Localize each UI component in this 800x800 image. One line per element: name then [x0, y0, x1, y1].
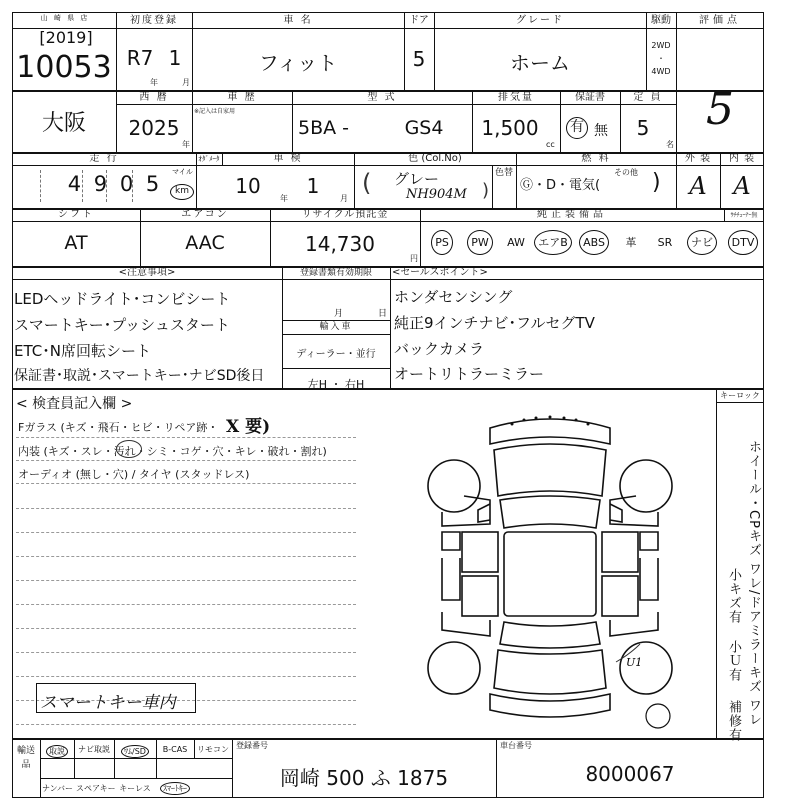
sales-point-3: バックカメラ — [394, 340, 485, 358]
recycle-label: リサイクル預託金 — [301, 209, 389, 220]
recycle-unit: 円 — [410, 254, 418, 263]
reg-docs-title: 登録書類有効期限 — [299, 268, 372, 278]
note-line-2: スマートキー･プッシュスタート — [14, 316, 230, 334]
side-note-1: ホイール・CPキズ ワレ/ドアミラーキズ ワレ — [746, 440, 761, 727]
model-year-label: 西 暦 — [139, 92, 169, 103]
score-label: 評価点 — [699, 15, 741, 26]
aircon-label: エアコン — [181, 209, 229, 220]
model-code: 5BA - — [298, 117, 350, 139]
score: 5 — [706, 84, 734, 135]
fuel-label: 燃 料 — [581, 153, 611, 164]
fuel-other: その他 — [614, 168, 638, 177]
equip-abs: ABS — [574, 229, 614, 257]
tuner-label: ｳﾁﾁｭｰﾅｰ無 — [730, 212, 758, 219]
sales-point-2: 純正9インチナビ･フルセグTV — [394, 314, 595, 332]
equip-aw: AW — [507, 236, 525, 249]
acc-remote: リモコン — [197, 745, 229, 754]
mileage-label: 走 行 — [89, 153, 119, 164]
acc-navi-manual: ナビ取説 — [78, 745, 110, 754]
side-note-3: 小Ｕ有 — [726, 640, 741, 682]
acc-spare-key: スペアキー — [76, 784, 116, 793]
year-label: [2019] — [39, 28, 93, 47]
displacement-label: 排気量 — [498, 92, 534, 103]
interior-grade: A — [733, 172, 751, 200]
inspection-label: 車 検 — [273, 153, 303, 164]
car-name-label: 車 名 — [283, 15, 313, 26]
reg-month: 月 — [334, 309, 344, 319]
displacement-unit: cc — [546, 140, 555, 149]
equipment-label: 純正装備品 — [537, 209, 607, 220]
note-line-1: LEDヘッドライト･コンビシート — [14, 290, 231, 308]
type-label: 型 式 — [367, 92, 397, 103]
office-label: 山 崎 県 店 — [40, 14, 90, 22]
equip-airbag: エアB — [534, 229, 572, 257]
doors-label: ドア — [409, 15, 429, 26]
grade: ホーム — [510, 51, 570, 75]
import-title: 輸入車 — [319, 322, 353, 332]
color-label: 色 (Col.No) — [408, 153, 462, 164]
model-type: GS4 — [404, 117, 444, 139]
car-name: フィット — [258, 51, 338, 75]
history-label: 車 歴 — [227, 92, 257, 103]
acc-smart-key: ｽﾏｰﾄｷｰ — [156, 782, 194, 795]
exterior-grade: A — [689, 172, 707, 200]
inspector-line-1-mark: X 要) — [226, 417, 271, 437]
inspector-line-2: 内装 (キズ・スレ・汚れ・シミ・コゲ・穴・キレ・破れ・割れ) — [18, 445, 327, 458]
equip-sunroof: SR — [657, 236, 673, 249]
first-reg-era: R7 — [126, 46, 154, 70]
equip-pw: PW — [462, 229, 498, 257]
drive-label: 駆動 — [651, 15, 671, 26]
mileage-unit-mile: マイル — [172, 168, 193, 176]
plate-label: 登録番号 — [236, 741, 268, 750]
warranty-yes: 有 — [566, 117, 588, 139]
equip-navi: ナビ — [684, 229, 720, 257]
inspection-year: 10 — [235, 174, 261, 198]
u1-mark: U1 — [626, 656, 643, 669]
warranty-label: 保証書 — [575, 92, 605, 103]
location: 大阪 — [41, 111, 86, 136]
mileage: 4 9 0 5 — [67, 172, 163, 196]
mileage-unit-km: km — [170, 184, 194, 200]
drive-2wd: 2WD — [651, 41, 671, 50]
accessories-label: 輸送品 — [16, 746, 35, 770]
year-unit: 年 — [280, 194, 288, 203]
first-reg-month: 1 — [168, 46, 182, 70]
doors: 5 — [412, 47, 426, 71]
car-diagram — [420, 400, 680, 738]
sales-point-4: オートリトラーミラー — [394, 365, 545, 383]
capacity-label: 定 員 — [633, 92, 663, 103]
color-code: NH904M — [406, 187, 467, 202]
aircon: AAC — [185, 232, 225, 254]
capacity: 5 — [636, 116, 650, 140]
color: グレー — [394, 170, 440, 188]
exterior-label: 外 装 — [684, 153, 712, 164]
lot-number: 10053 — [16, 50, 112, 85]
grade-label: グレード — [516, 15, 564, 26]
acc-bcas: B-CAS — [162, 745, 188, 754]
equip-ps: PS — [424, 229, 460, 257]
plate-number: 岡崎 500 ふ 1875 — [279, 766, 449, 790]
history-note: ※記入は自家用 — [194, 108, 236, 115]
notes-title: <注意事項> — [118, 267, 176, 278]
color-change-label: 色替 — [494, 168, 513, 178]
drive-4wd: 4WD — [651, 67, 671, 76]
note-line-4: 保証書･取説･スマートキー･ナビSD後日 — [14, 368, 265, 384]
inspection-month: 1 — [306, 174, 320, 198]
import-hand: 左H ・ 右H — [307, 378, 365, 391]
displacement: 1,500 — [481, 116, 539, 140]
acc-sd: ﾜﾑ/SD — [116, 745, 154, 758]
reg-day: 日 — [378, 309, 388, 319]
chassis-label: 車台番号 — [500, 741, 532, 750]
side-note-2: 小キズ有 — [726, 568, 741, 624]
month-unit: 月 — [340, 194, 348, 203]
handwritten-note: スマートキー車内 — [40, 693, 176, 713]
inspector-line-3: オーディオ (無し・穴) / タイヤ (スタッドレス) — [18, 468, 250, 481]
chassis-number: 8000067 — [585, 762, 675, 786]
first-reg-label: 初度登録 — [130, 15, 178, 26]
capacity-unit: 名 — [666, 140, 674, 149]
sales-title: <セールスポイント> — [392, 267, 488, 278]
equip-leather: 革 — [625, 236, 637, 249]
recycle-amount: 14,730 — [305, 232, 375, 256]
warranty-no: 無 — [594, 123, 608, 139]
equip-dtv: DTV — [724, 229, 762, 257]
inspector-line-1: Fガラス (キズ・飛石・ヒビ・リペア跡・ — [18, 421, 219, 434]
shift: AT — [64, 232, 88, 254]
acc-plate: ナンバー — [42, 784, 74, 793]
model-year: 2025 — [128, 116, 180, 140]
fuel-options: Ⓖ・D・電気( — [520, 178, 601, 193]
acc-manual: 取説 — [44, 745, 70, 758]
key-lock-label: キーロック — [720, 391, 760, 400]
acc-keyless: キーレス — [119, 784, 151, 793]
inspector-title: < 検査員記入欄 > — [16, 396, 133, 412]
note-line-3: ETC･N席回転シート — [14, 342, 151, 360]
side-note-4: 補修有 — [726, 700, 741, 742]
sales-point-1: ホンダセンシング — [394, 288, 513, 306]
import-dealer: ディーラー・並行 — [296, 349, 376, 360]
shift-label: シフト — [58, 209, 94, 220]
interior-label: 内 装 — [728, 153, 756, 164]
